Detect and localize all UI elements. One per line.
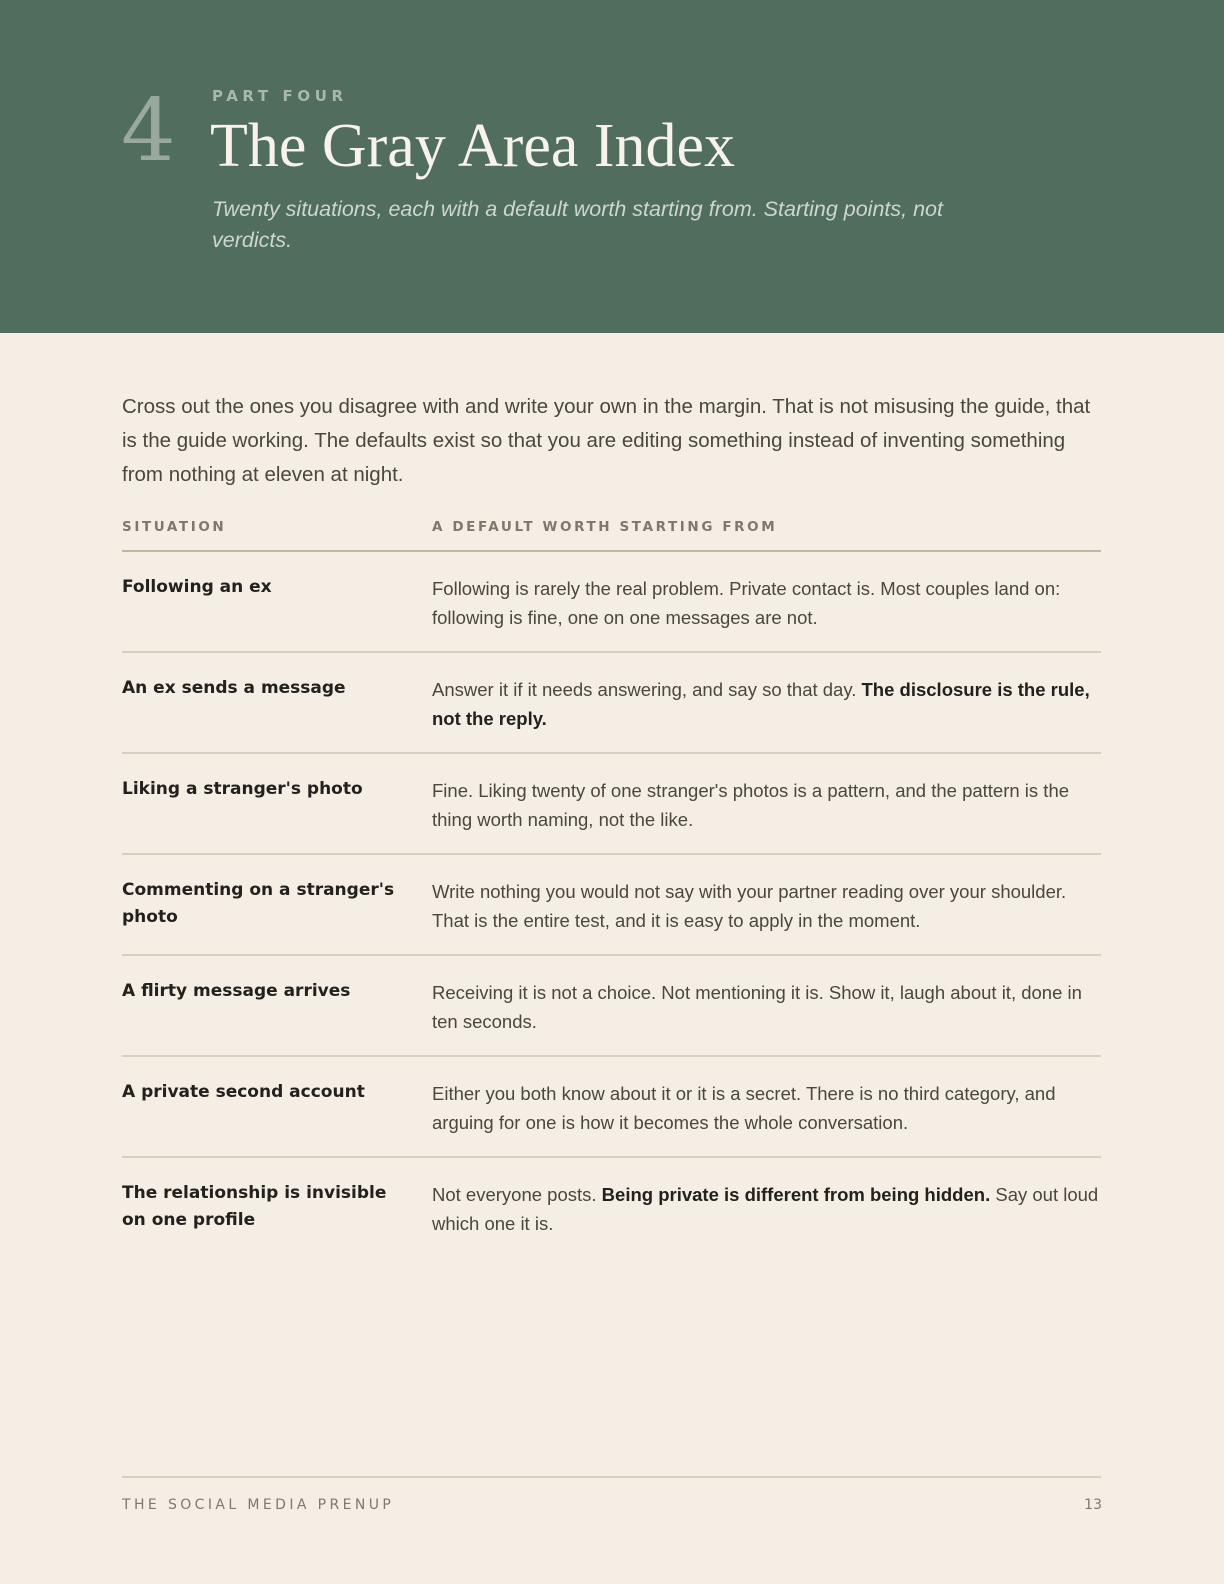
page-subtitle: Twenty situations, each with a default worth starting from. Starting points, not verdicts. [212,197,943,252]
table-row [122,956,1101,1057]
situation-cell: A flirty message arrives [122,981,351,1001]
default-emphasis: The disclosure is the rule, not the reply. [432,679,1090,729]
part-label: PART FOUR [212,87,348,105]
default-text: Not everyone posts. [432,1184,602,1205]
table-row [122,754,1101,855]
default-text-after: Say out loud which one it is. [432,1184,1099,1234]
page-number: 13 [1084,1497,1102,1513]
situation-cell: A private second account [122,1082,365,1102]
default-cell [432,675,1101,733]
column-header-default: A DEFAULT WORTH STARTING FROM [432,519,778,535]
table-row [122,552,1101,653]
default-cell [432,574,1101,632]
default-text: Following is rarely the real problem. Private contact is. Most couples land on: following is fine, one on one messages are not. [432,578,1061,628]
default-text: Receiving it is not a choice. Not mentioning it is. Show it, laugh about it, done in ten seconds. [432,982,1082,1032]
situation-cell: An ex sends a message [122,678,346,698]
table-row [122,855,1101,956]
default-cell [432,1079,1101,1137]
footer-book-title: THE SOCIAL MEDIA PRENUP [122,1497,395,1513]
footer-divider [122,1476,1101,1478]
intro-paragraph: Cross out the ones you disagree with and write your own in the margin. That is not misusing the guide, that is the guide working. The defaults exist so that you are editing something instead of inventing something from nothing at eleven at night. [122,395,1091,486]
situation-cell: Commenting on a stranger's photo [122,880,395,927]
table-row [122,1057,1101,1158]
default-text: Either you both know about it or it is a secret. There is no third category, and arguing for one is how it becomes the whole conversation. [432,1083,1056,1133]
table-header [122,515,1101,552]
situation-cell: The relationship is invisible on one profile [122,1183,387,1230]
column-header-situation: SITUATION [122,519,227,535]
default-text: Fine. Liking twenty of one stranger's photos is a pattern, and the pattern is the thing worth naming, not the like. [432,780,1070,830]
default-cell [432,1180,1101,1238]
default-emphasis: Being private is different from being hidden. [601,1184,991,1205]
chapter-header [0,0,1224,333]
default-cell [432,776,1101,834]
chapter-number: 4 [121,81,176,181]
situation-cell: Liking a stranger's photo [122,779,363,799]
default-cell [432,877,1101,935]
default-text: Write nothing you would not say with your partner reading over your shoulder. That is the entire test, and it is easy to apply in the moment. [432,881,1067,931]
table-row [122,1158,1101,1257]
default-cell [432,978,1101,1036]
default-text: Answer it if it needs answering, and say so that day. [432,679,862,700]
page-title: The Gray Area Index [210,112,736,180]
situation-cell: Following an ex [122,577,272,597]
table-row [122,653,1101,754]
gray-area-table [122,515,1101,1257]
